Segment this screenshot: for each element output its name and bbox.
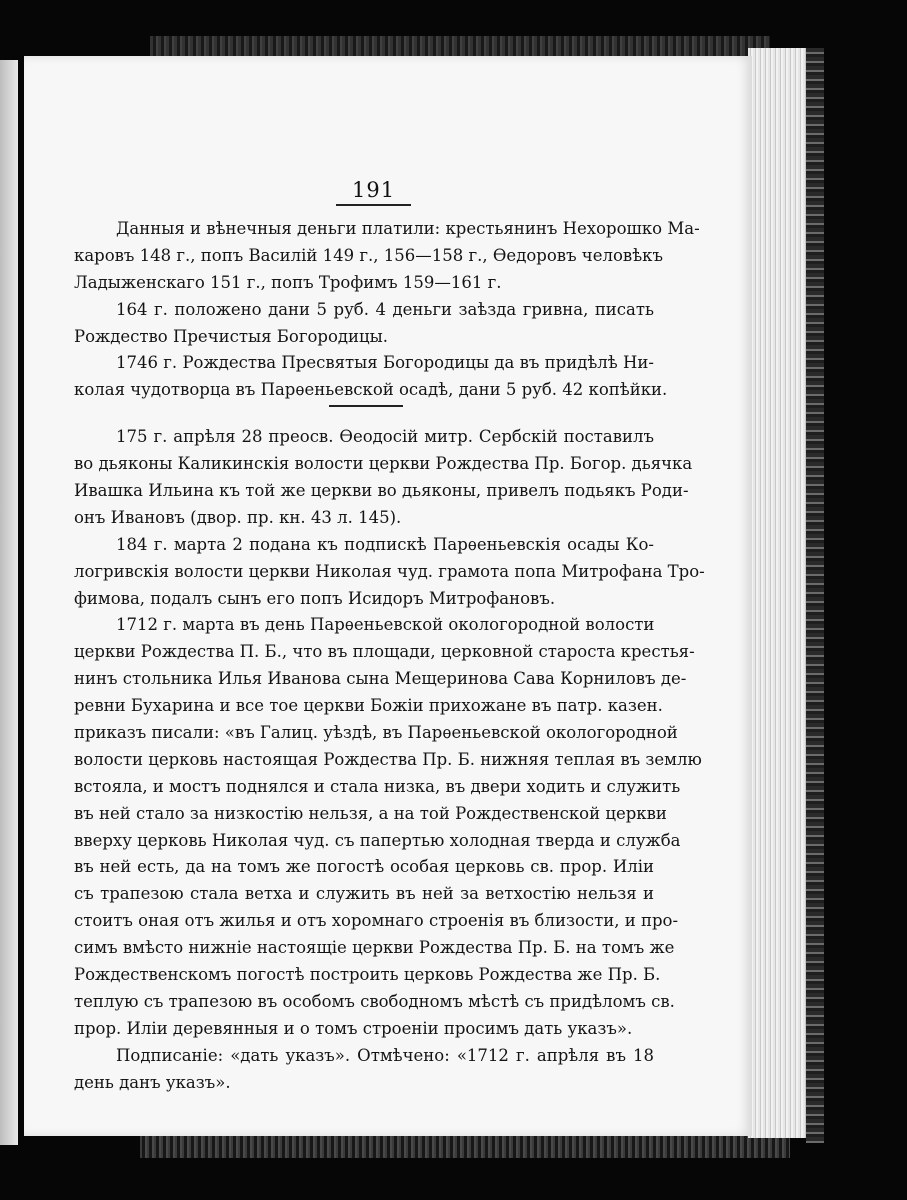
- section-divider: [74, 404, 654, 424]
- text-line: 164 г. положено дани 5 руб. 4 деньги заѣзда гривна, писать: [116, 299, 654, 319]
- page-number-text: 191: [336, 178, 411, 206]
- book-cover-edge: [806, 48, 824, 1143]
- text-line: волости церковь настоящая Рождества Пр. Б. нижняя теплая въ землю: [74, 749, 702, 769]
- text-line: теплую съ трапезою въ особомъ свободномъ мѣстѣ съ придѣломъ св.: [74, 991, 675, 1011]
- text-line: 184 г. марта 2 подана къ подпискѣ Парѳеньевскія осады Ко-: [116, 534, 654, 554]
- text-line: Подписаніе: «дать указъ». Отмѣчено: «1712 г. апрѣля въ 18: [116, 1045, 654, 1065]
- text-line: Рождество Пречистыя Богородицы.: [74, 326, 389, 346]
- text-line: прор. Иліи деревянныя и о томъ строеніи просимъ дать указъ».: [74, 1018, 633, 1038]
- text-line: онъ Ивановъ (двор. пр. кн. 43 л. 145).: [74, 507, 402, 527]
- text-line: 175 г. апрѣля 28 преосв. Ѳеодосій митр. Сербскій поставилъ: [116, 427, 654, 447]
- text-line: церкви Рождества П. Б., что въ площади, церковной староста крестья-: [74, 642, 695, 662]
- text-line: въ ней есть, да на томъ же погостѣ особая церковь св. прор. Иліи: [74, 857, 654, 877]
- text-line: во дьяконы Каликинскія волости церкви Рождества Пр. Богор. дьячка: [74, 454, 693, 474]
- text-line: 1712 г. марта въ день Парѳеньевской окологородной волости: [116, 615, 655, 635]
- text-line: симъ вмѣсто нижніе настоящіе церкви Рождества Пр. Б. на томъ же: [74, 938, 675, 958]
- text-line: въ ней стало за низкостію нельзя, а на той Рождественской церкви: [74, 803, 667, 823]
- text-line: день данъ указъ».: [74, 1072, 231, 1092]
- text-line: Данныя и вѣнечныя деньги платили: крестьянинъ Нехорошко Ма-: [116, 219, 700, 238]
- text-line: нинъ стольника Илья Иванова сына Мещеринова Сава Корниловъ де-: [74, 669, 687, 689]
- text-line: Рождественскомъ погостѣ построить церковь Рождества же Пр. Б.: [74, 965, 661, 985]
- text-line: приказъ писали: «въ Галиц. уѣздѣ, въ Парѳеньевской окологородной: [74, 723, 678, 743]
- text-line: Ладыженскаго 151 г., попъ Трофимъ 159—161 г.: [74, 272, 502, 292]
- text-line: фимова, подалъ сынъ его попъ Исидоръ Митрофановъ.: [74, 588, 556, 608]
- text-line: ревни Бухарина и все тое церкви Божіи прихожане въ патр. казен.: [74, 696, 663, 716]
- text-line: логривскія волости церкви Николая чуд. грамота попа Митрофана Тро-: [74, 561, 705, 581]
- text-line: 1746 г. Рождества Пресвятыя Богородицы да въ придѣлѣ Ни-: [116, 353, 654, 373]
- text-line: колая чудотворца въ Парѳеньевской осадѣ, дани 5 руб. 42 копѣйки.: [74, 380, 668, 400]
- page-number: [24, 178, 752, 206]
- text-line: Ивашка Ильина къ той же церкви во дьяконы, привелъ подьякъ Роди-: [74, 481, 689, 501]
- left-page-edge: [0, 60, 18, 1145]
- text-line: вверху церковь Николая чуд. съ папертью холодная тверда и служба: [74, 830, 681, 850]
- page-block-edges: [748, 48, 812, 1138]
- text-line: стоитъ оная отъ жилья и отъ хоромнаго строенія въ близости, и про-: [74, 911, 679, 931]
- text-line: съ трапезою стала ветха и служить въ ней за ветхостію нельзя и: [74, 884, 654, 904]
- book-page: [24, 56, 752, 1136]
- text-line: каровъ 148 г., попъ Василій 149 г., 156—158 г., Ѳедоровъ человѣкъ: [74, 245, 663, 265]
- book-top-edge: [150, 36, 770, 58]
- page-body-text: [74, 216, 705, 1097]
- text-line: встояла, и мостъ поднялся и стала низка, въ двери ходить и служить: [74, 776, 681, 796]
